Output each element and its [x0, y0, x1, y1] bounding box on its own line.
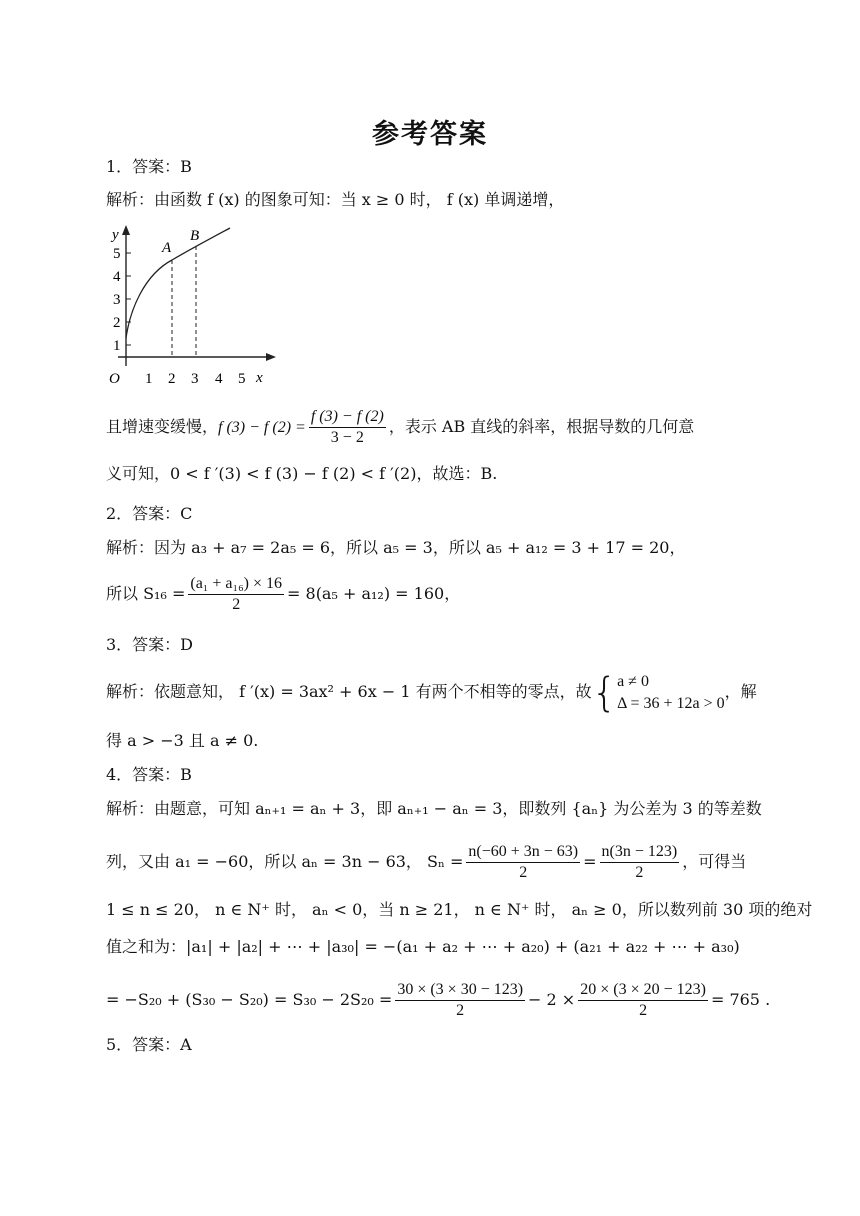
x-axis-arrow: [266, 353, 276, 361]
point-a-label: A: [162, 240, 172, 256]
q2-line1: 解析：因为 a₃ + a₇ = 2a₅ = 6，所以 a₅ = 3，所以 a₅ + a₁₂ = 3 + 17 = 20，: [106, 538, 686, 557]
q4-line1: 解析：由题意，可知 aₙ₊₁ = aₙ + 3，即 aₙ₊₁ − aₙ = 3，即数列 {aₙ} 为公差为 3 的等差数: [106, 799, 762, 818]
q1-answer: 1．答案：B: [106, 157, 192, 176]
function-curve: [126, 228, 230, 338]
q3-line1: 解析：依题意知， f ′(x) = 3ax² + 6x − 1 有两个不相等的零点，故{ a ≠ 0 Δ = 36 + 12a > 0 ，解: [106, 669, 757, 716]
q4-answer: 4．答案：B: [106, 765, 192, 784]
inequality-system: a ≠ 0 Δ = 36 + 12a > 0: [617, 673, 725, 712]
system-brace: {: [591, 669, 618, 716]
q1-line3: 义可知，0 < f ′(3) < f (3) − f (2) < f ′(2)，故选：B.: [106, 464, 498, 483]
s20-fraction: $\frac{20 \times (3 \times 20 - 123)}{2}$: [580, 981, 706, 1019]
x-tick-label: 5: [238, 371, 246, 387]
x-tick-label: 2: [168, 371, 176, 387]
q2-answer: 2．答案：C: [106, 504, 193, 523]
y-tick-label: 2: [113, 315, 121, 331]
y-axis-label: y: [112, 227, 119, 243]
slope-fraction: $\frac{f (3) - f (2)}{3 - 2}$: [310, 408, 384, 446]
q3-answer: 3．答案：D: [106, 635, 194, 654]
x-axis-label: x: [256, 370, 263, 386]
q2-line2: 所以 S₁₆ = $\frac{\text{(a₁ + a₁₆) × 16}}{2}$ = 8(a₅ + a₁₂) = 160，: [106, 575, 461, 613]
x-tick-label: 3: [191, 371, 199, 387]
y-tick-label: 5: [113, 246, 121, 262]
q5-answer: 5．答案：A: [106, 1035, 192, 1054]
y-axis-arrow: [122, 225, 130, 235]
sn-fraction-simplified: $\frac{n(3n - 123)}{2}$: [601, 843, 678, 881]
q1-line2: 且增速变缓慢，f (3) − f (2) = $\frac{f (3) - f (2)}{3 - 2}$ ，表示 AB 直线的斜率，根据导数的几何意: [106, 408, 695, 446]
q1-line1: 解析：由函数 f (x) 的图象可知：当 x ≥ 0 时， f (x) 单调递增，: [106, 190, 565, 209]
sum-fraction: $\frac{\text{(a₁ + a₁₆) × 16}}{2}$: [190, 575, 283, 613]
sn-fraction: $\frac{n(-60 + 3n - 63)}{2}$: [468, 843, 579, 881]
q4-line2: 列，又由 a₁ = −60，所以 aₙ = 3n − 63， Sₙ = $\frac{n(-60 + 3n - 63)}{2}$ = $\frac{n(3n - 123)}{2}$ ，可得当: [106, 843, 747, 881]
function-graph: [104, 220, 284, 390]
y-tick-label: 1: [113, 338, 121, 354]
q4-line5: = −S₂₀ + (S₃₀ − S₂₀) = S₃₀ − 2S₂₀ = $\frac{30 \times (3 \times 30 - 123)}{2}$ − 2 × $\frac{20 \times (3 \times 20 - 123)}{2}$ = 765 .: [106, 981, 771, 1019]
s30-fraction: $\frac{30 \times (3 \times 30 - 123)}{2}$: [397, 981, 524, 1019]
y-tick-label: 3: [113, 292, 121, 308]
q4-line3: 1 ≤ n ≤ 20， n ∈ N⁺ 时， aₙ < 0，当 n ≥ 21， n ∈ N⁺ 时， aₙ ≥ 0，所以数列前 30 项的绝对: [106, 900, 813, 919]
q4-line4: 值之和为：|a₁| + |a₂| + ⋯ + |a₃₀| = −(a₁ + a₂ + ⋯ + a₂₀) + (a₂₁ + a₂₂ + ⋯ + a₃₀): [106, 937, 740, 956]
y-tick-label: 4: [113, 269, 121, 285]
origin-label: O: [109, 371, 120, 387]
x-tick-label: 4: [215, 371, 223, 387]
q3-line2: 得 a > −3 且 a ≠ 0.: [106, 731, 259, 750]
point-b-label: B: [190, 228, 200, 244]
x-tick-label: 1: [145, 371, 153, 387]
page-title: 参考答案: [372, 119, 488, 150]
